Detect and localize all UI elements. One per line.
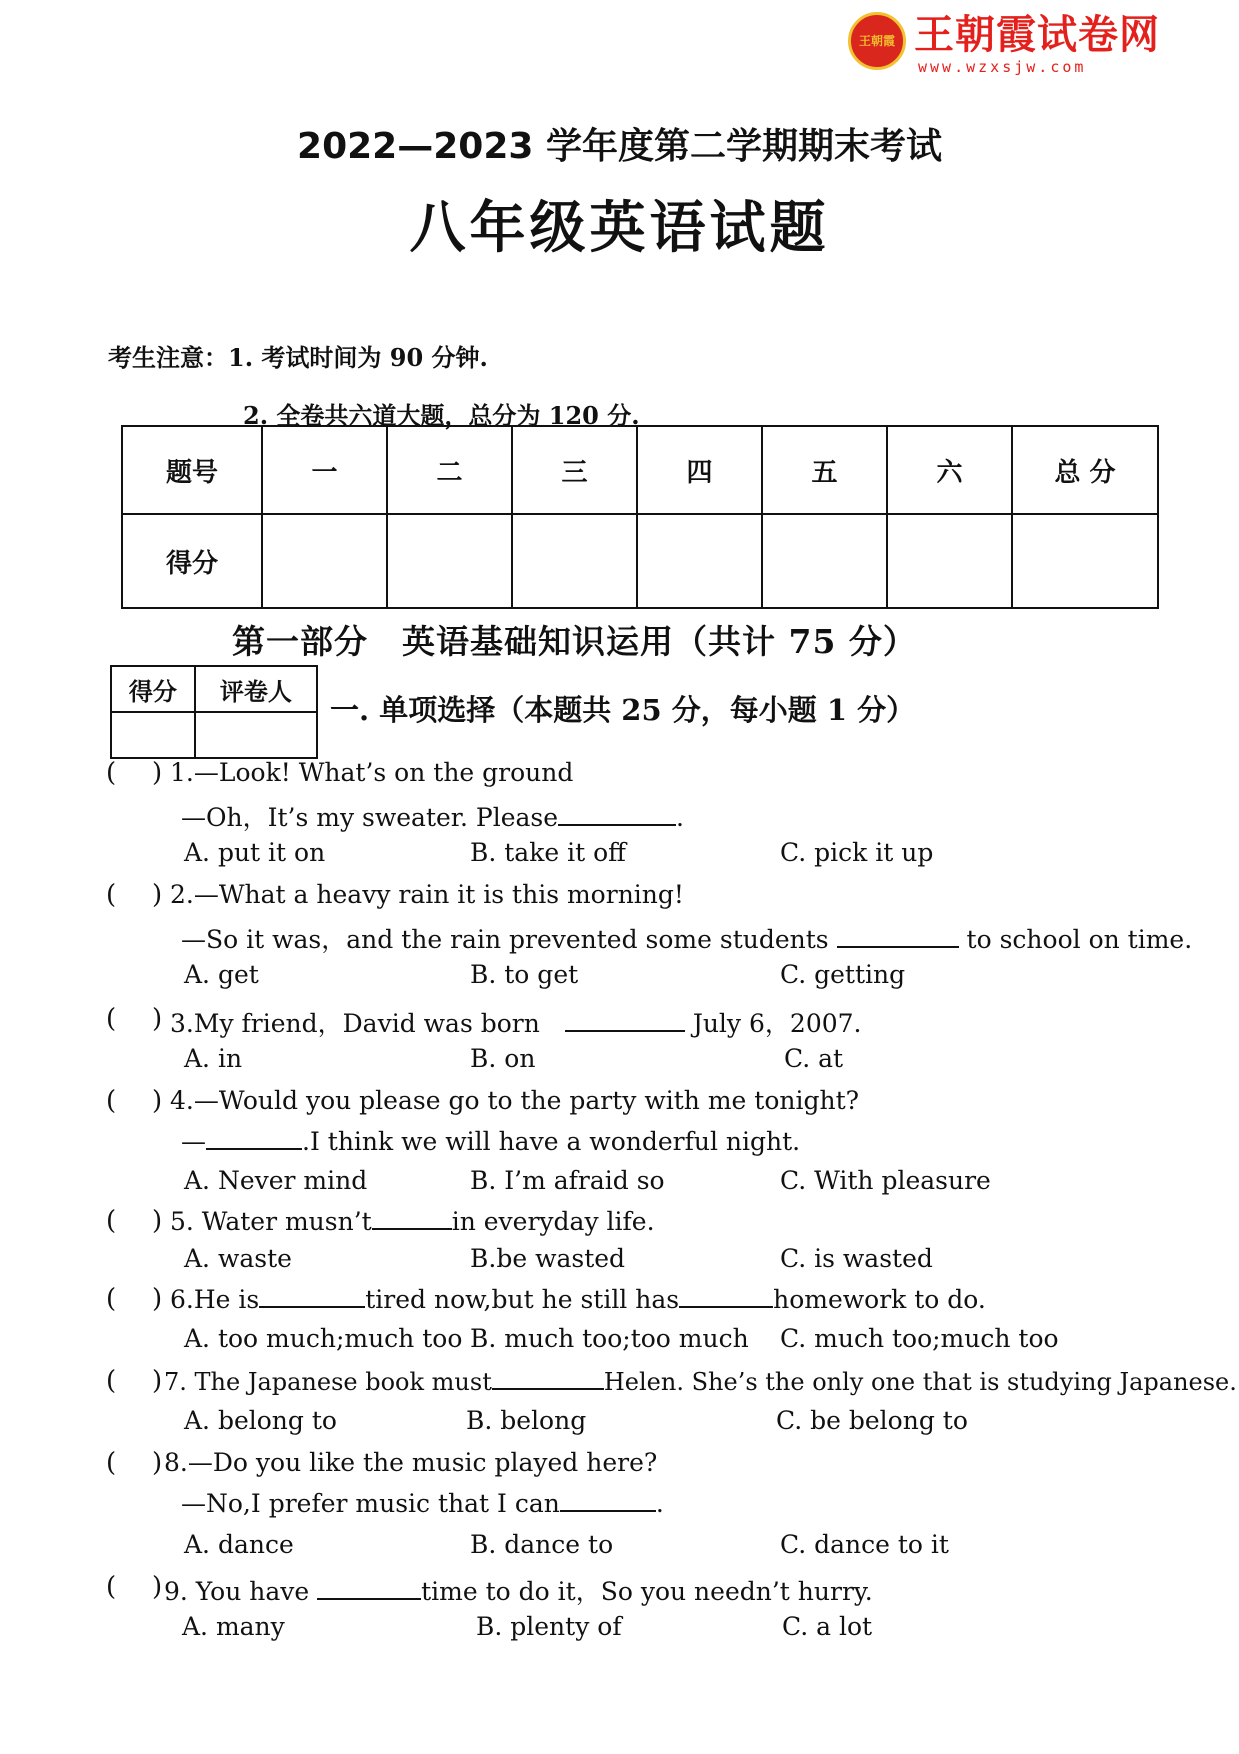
option-a[interactable]: A. Never mind bbox=[184, 1166, 368, 1195]
option-b[interactable]: B. dance to bbox=[470, 1530, 614, 1559]
answer-paren-close: ) bbox=[152, 1206, 163, 1236]
answer-paren-close: ) bbox=[152, 758, 163, 788]
answer-paren-close: ) bbox=[152, 880, 163, 910]
score-header: 六 bbox=[887, 426, 1012, 514]
score-header: 四 bbox=[637, 426, 762, 514]
score-header: 五 bbox=[762, 426, 887, 514]
option-c[interactable]: C. With pleasure bbox=[780, 1166, 991, 1195]
option-a[interactable]: A. in bbox=[184, 1044, 243, 1073]
question-stem: 3.My friend，David was born July 6，2007. bbox=[170, 1009, 862, 1038]
score-header: 三 bbox=[512, 426, 637, 514]
option-c[interactable]: C. a lot bbox=[782, 1612, 873, 1641]
notice-2: 2. 全卷共六道大题，总分为 120 分. bbox=[243, 401, 640, 430]
option-b[interactable]: B. on bbox=[470, 1044, 536, 1073]
notice-line-1 bbox=[108, 338, 488, 373]
question-stem: 4.—Would you please go to the party with me tonight? bbox=[170, 1086, 860, 1115]
answer-paren-close: ) bbox=[152, 1086, 163, 1116]
score-cell[interactable] bbox=[387, 514, 512, 608]
answer-paren-open[interactable]: ( bbox=[106, 880, 117, 910]
answer-paren-close: ) bbox=[152, 1448, 163, 1478]
question-stem: 9. You have time to do it，So you needn’t hurry. bbox=[164, 1577, 873, 1606]
answer-paren-open[interactable]: ( bbox=[106, 1206, 117, 1236]
answer-blank[interactable] bbox=[492, 1366, 604, 1390]
score-header: 总 分 bbox=[1012, 426, 1158, 514]
option-b[interactable]: B. belong bbox=[466, 1406, 587, 1435]
question-stem: 7. The Japanese book must Helen. She’s the only one that is studying Japanese. bbox=[164, 1368, 1237, 1396]
exam-title: 2022—2023 学年度第二学期期末考试 bbox=[297, 126, 942, 167]
answer-paren-open[interactable]: ( bbox=[106, 1366, 117, 1396]
grader-score-cell[interactable] bbox=[111, 712, 195, 758]
score-cell[interactable] bbox=[887, 514, 1012, 608]
option-a[interactable]: A. waste bbox=[184, 1244, 292, 1273]
score-table bbox=[121, 425, 1159, 609]
score-cell[interactable] bbox=[262, 514, 387, 608]
answer-paren-close: ) bbox=[152, 1284, 163, 1314]
logo-name: 王朝霞试卷网 bbox=[914, 12, 1160, 58]
score-row-label: 得分 bbox=[122, 514, 262, 608]
answer-blank[interactable] bbox=[317, 1576, 421, 1600]
option-a[interactable]: A. get bbox=[184, 960, 259, 989]
option-b[interactable]: B. I’m afraid so bbox=[470, 1166, 665, 1195]
answer-paren-open[interactable]: ( bbox=[106, 1004, 117, 1034]
answer-blank[interactable] bbox=[372, 1206, 452, 1230]
option-b[interactable]: B. plenty of bbox=[476, 1612, 622, 1641]
answer-blank[interactable] bbox=[837, 924, 959, 948]
answer-blank[interactable] bbox=[558, 802, 676, 826]
grader-score-label: 得分 bbox=[111, 666, 195, 712]
answer-blank[interactable] bbox=[560, 1488, 656, 1512]
exam-subtitle: 八年级英语试题 bbox=[409, 196, 830, 261]
question-line: —No,I prefer music that I can . bbox=[181, 1489, 664, 1518]
score-header: 二 bbox=[387, 426, 512, 514]
answer-paren-open[interactable]: ( bbox=[106, 1448, 117, 1478]
option-a[interactable]: A. dance bbox=[184, 1530, 294, 1559]
question-stem: 8.—Do you like the music played here? bbox=[164, 1448, 658, 1477]
part-title: 第一部分 英语基础知识运用（共计 75 分） bbox=[232, 622, 917, 661]
answer-paren-open[interactable]: ( bbox=[106, 1572, 117, 1602]
option-a[interactable]: A. put it on bbox=[184, 838, 326, 867]
answer-paren-close: ) bbox=[152, 1004, 163, 1034]
option-b[interactable]: B. to get bbox=[470, 960, 579, 989]
option-c[interactable]: C. much too;much too bbox=[780, 1324, 1059, 1353]
answer-paren-open[interactable]: ( bbox=[106, 1284, 117, 1314]
notice-1: 1. 考试时间为 90 分钟. bbox=[228, 343, 488, 372]
option-c[interactable]: C. is wasted bbox=[780, 1244, 933, 1273]
question-stem: 1.—Look! What’s on the ground bbox=[170, 758, 574, 787]
notice-label: 考生注意： bbox=[108, 343, 228, 372]
answer-paren-close: ) bbox=[152, 1366, 163, 1396]
question-line: —Oh，It’s my sweater. Please . bbox=[181, 803, 684, 832]
option-c[interactable]: C. at bbox=[784, 1044, 844, 1073]
question-line: — .I think we will have a wonderful night. bbox=[181, 1127, 801, 1156]
grader-label: 评卷人 bbox=[195, 666, 317, 712]
score-header: 一 bbox=[262, 426, 387, 514]
score-cell[interactable] bbox=[762, 514, 887, 608]
site-logo bbox=[848, 12, 1158, 74]
answer-blank[interactable] bbox=[259, 1284, 365, 1308]
option-c[interactable]: C. pick it up bbox=[780, 838, 934, 867]
option-c[interactable]: C. dance to it bbox=[780, 1530, 949, 1559]
option-a[interactable]: A. too much;much too bbox=[184, 1324, 463, 1353]
grader-cell[interactable] bbox=[195, 712, 317, 758]
question-stem: 5. Water musn’t in everyday life. bbox=[170, 1207, 655, 1236]
logo-url: www.wzxsjw.com bbox=[918, 58, 1087, 76]
option-c[interactable]: C. be belong to bbox=[776, 1406, 968, 1435]
answer-blank[interactable] bbox=[565, 1008, 685, 1032]
section-title: 一. 单项选择（本题共 25 分，每小题 1 分） bbox=[330, 693, 916, 727]
option-a[interactable]: A. many bbox=[182, 1612, 285, 1641]
option-a[interactable]: A. belong to bbox=[184, 1406, 337, 1435]
answer-blank[interactable] bbox=[679, 1284, 773, 1308]
score-header: 题号 bbox=[122, 426, 262, 514]
answer-paren-open[interactable]: ( bbox=[106, 1086, 117, 1116]
seal-icon: 王朝霞 bbox=[848, 12, 906, 70]
answer-paren-open[interactable]: ( bbox=[106, 758, 117, 788]
score-cell[interactable] bbox=[512, 514, 637, 608]
question-line: —So it was，and the rain prevented some students to school on time. bbox=[181, 925, 1193, 954]
option-b[interactable]: B. take it off bbox=[470, 838, 626, 867]
score-cell[interactable] bbox=[637, 514, 762, 608]
question-stem: 2.—What a heavy rain it is this morning! bbox=[170, 880, 684, 909]
answer-blank[interactable] bbox=[206, 1126, 302, 1150]
option-c[interactable]: C. getting bbox=[780, 960, 906, 989]
option-b[interactable]: B.be wasted bbox=[470, 1244, 626, 1273]
question-stem: 6.He is tired now,but he still has homework to do. bbox=[170, 1285, 986, 1314]
score-cell[interactable] bbox=[1012, 514, 1158, 608]
option-b[interactable]: B. much too;too much bbox=[470, 1324, 749, 1353]
answer-paren-close: ) bbox=[152, 1572, 163, 1602]
grader-table bbox=[110, 665, 318, 759]
